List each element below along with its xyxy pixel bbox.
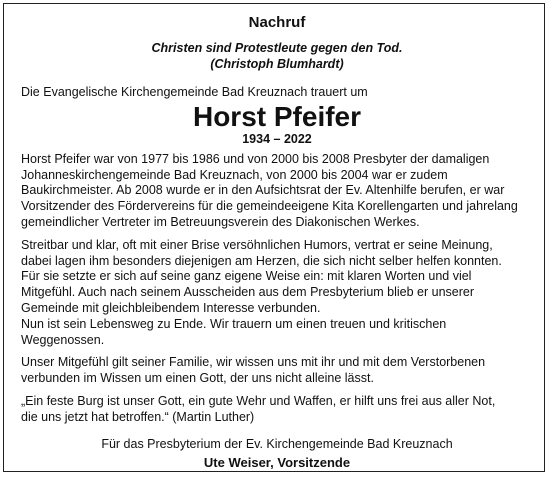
text-line: Nun ist sein Lebensweg zu Ende. Wir trauern um einen treuen und kritischen: [21, 316, 447, 331]
text-line: Unser Mitgefühl gilt seiner Familie, wir wissen uns mit ihr und mit dem Verstorbenen: [21, 355, 486, 370]
signature-intro: Für das Presbyterium der Ev. Kirchengemeinde Bad Kreuznach: [101, 436, 453, 451]
text-line: Weggenossen.: [21, 332, 105, 347]
text-line: „Ein feste Burg ist unser Gott, ein gute Wehr und Waffen, er hilft uns frei aus aller Not,: [21, 393, 496, 408]
text-line: Vorsitzender des Fördervereins für die gemeindeeigene Kita Korellengarten und jahrelang: [21, 199, 518, 214]
text-line: gemeindlicher Vertreter im Betreuungsverein des Diakonischen Werkes.: [21, 214, 420, 229]
paragraph-character: [21, 238, 533, 349]
paragraph-sympathy: [21, 355, 533, 387]
motto-author: (Christoph Blumhardt): [210, 57, 344, 71]
text-line: dabei lagen ihm besonders diejenigen am Herzen, die sich nicht selber helfen konnten.: [21, 253, 502, 268]
text-line: verbunden im Wissen um einen Gott, der uns nicht alleine lässt.: [21, 371, 374, 386]
text-line: Streitbar und klar, oft mit einer Brise versöhnlichen Humors, vertrat er seine Meinung,: [21, 237, 493, 252]
paragraph-quote: [21, 394, 533, 426]
notice-heading: Nachruf: [248, 14, 306, 31]
text-line: Mitgefühl. Auch nach seinem Ausscheiden aus dem Presbyterium blieb er unserer: [21, 285, 475, 300]
intro-line: Die Evangelische Kirchengemeinde Bad Kreuznach trauert um: [21, 85, 368, 99]
paragraph-biography: [21, 152, 533, 231]
text-line: Gemeinde mit gleichbleibendem Interesse verbunden.: [21, 300, 321, 315]
life-years: 1934 – 2022: [242, 131, 312, 146]
text-line: Für sie setzte er sich auf seine ganz eigene Weise ein: mit klaren Worten und viel: [21, 269, 472, 284]
text-line: Baukirchmeister. Ab 2008 wurde er in den Aufsichtsrat der Ev. Altenhilfe berufen, er war: [21, 183, 505, 198]
signature-name: Ute Weiser, Vorsitzende: [203, 455, 351, 471]
deceased-name: Horst Pfeifer: [192, 100, 362, 132]
text-line: Horst Pfeifer war von 1977 bis 1986 und von 2000 bis 2008 Presbyter der damaligen: [21, 151, 490, 166]
notice-content: [21, 14, 533, 471]
motto-quote: Christen sind Protestleute gegen den Tod.: [151, 41, 403, 55]
notice-frame: [3, 3, 545, 472]
text-line: die uns jetzt hat betroffen.“ (Martin Luther): [21, 409, 255, 424]
text-line: Johanneskirchengemeinde Bad Kreuznach, von 2000 bis 2004 war er zudem: [21, 167, 448, 182]
